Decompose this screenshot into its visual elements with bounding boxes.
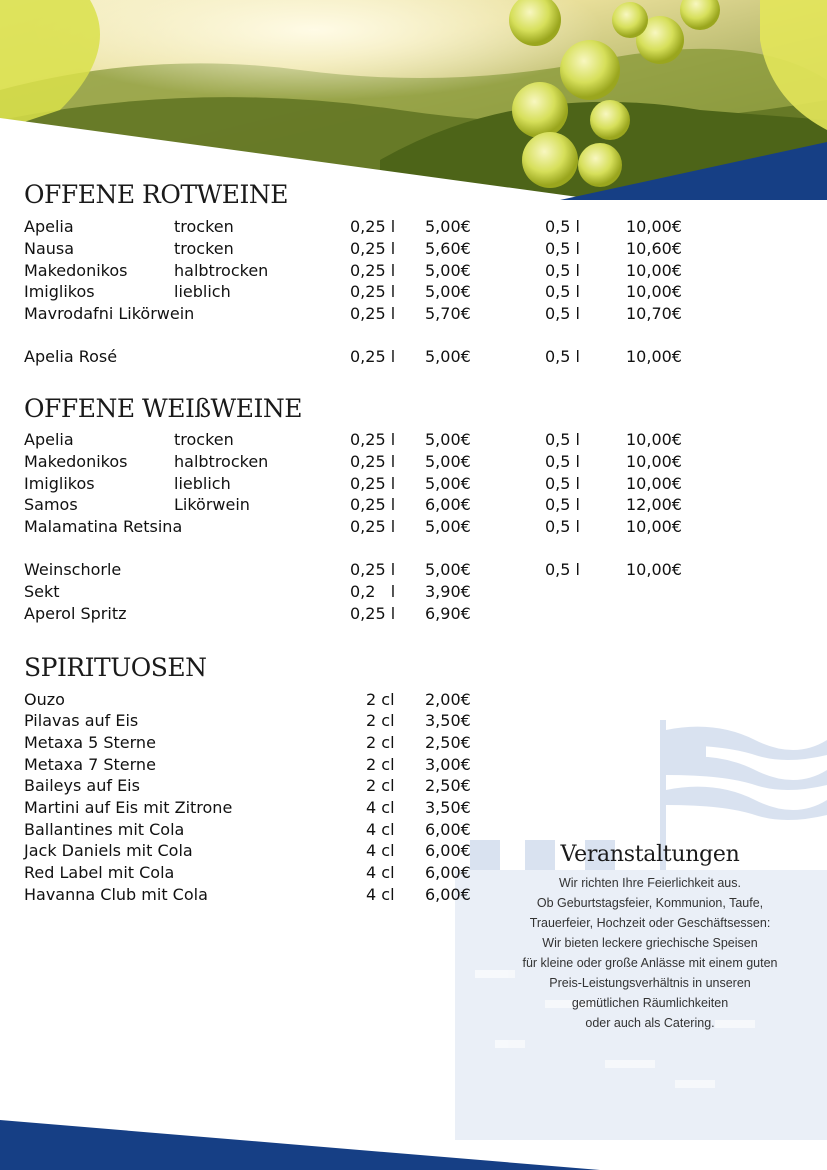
item-volume-large: 0,5 l xyxy=(545,304,580,323)
menu-row xyxy=(0,451,827,473)
item-volume-small: 0,25 l xyxy=(350,217,396,236)
vineyard-header-image xyxy=(0,0,827,200)
item-name: Makedonikos xyxy=(24,261,128,280)
item-name: Aperol Spritz xyxy=(24,604,127,623)
menu-row xyxy=(0,732,827,754)
menu-row xyxy=(0,516,827,538)
item-price-small: 5,00€ xyxy=(425,430,471,449)
item-name: Weinschorle xyxy=(24,560,122,579)
item-name: Ballantines mit Cola xyxy=(24,820,185,839)
item-description: trocken xyxy=(174,217,234,236)
item-volume-large: 0,5 l xyxy=(545,430,580,449)
item-price: 2,50€ xyxy=(425,733,471,752)
item-price-large: 10,00€ xyxy=(626,347,682,366)
item-name: Baileys auf Eis xyxy=(24,776,140,795)
menu-row xyxy=(0,473,827,495)
item-volume-small: 0,25 l xyxy=(350,261,396,280)
events-text-line: gemütlichen Räumlichkeiten xyxy=(571,996,729,1010)
item-price-small: 5,00€ xyxy=(425,347,471,366)
item-name: Makedonikos xyxy=(24,452,128,471)
item-name: Metaxa 5 Sterne xyxy=(24,733,156,752)
item-volume-small: 0,25 l xyxy=(350,560,396,579)
item-description: halbtrocken xyxy=(174,452,269,471)
item-price-small: 6,00€ xyxy=(425,495,471,514)
item-price-large: 10,00€ xyxy=(626,217,682,236)
item-volume-large: 0,5 l xyxy=(545,282,580,301)
events-text-line: für kleine oder große Anlässe mit einem guten xyxy=(522,956,778,970)
menu-row xyxy=(0,819,827,841)
item-price: 3,50€ xyxy=(425,798,471,817)
item-price: 6,00€ xyxy=(425,885,471,904)
item-volume-large: 0,5 l xyxy=(545,239,580,258)
menu-row xyxy=(0,303,827,325)
menu-row xyxy=(0,238,827,260)
item-price: 2,00€ xyxy=(425,690,471,709)
item-description: halbtrocken xyxy=(174,261,269,280)
item-name: Martini auf Eis mit Zitrone xyxy=(24,798,233,817)
item-name: Nausa xyxy=(24,239,75,258)
events-box xyxy=(470,842,827,1033)
section-title-red-wines: OFFENE ROTWEINE xyxy=(24,180,288,209)
menu-row xyxy=(0,797,827,819)
menu-row xyxy=(0,429,827,451)
events-text-line: Wir bieten leckere griechische Speisen xyxy=(542,936,758,950)
item-price-large: 10,00€ xyxy=(626,474,682,493)
item-price-large: 10,70€ xyxy=(626,304,682,323)
events-text-line: Preis-Leistungsverhältnis in unseren xyxy=(549,976,751,990)
item-price-large: 10,00€ xyxy=(626,430,682,449)
events-text-line: Wir richten Ihre Feierlichkeit aus. xyxy=(558,876,741,890)
item-name: Apelia xyxy=(24,430,74,449)
item-name: Imiglikos xyxy=(24,282,95,301)
item-volume-small: 0,25 l xyxy=(350,517,396,536)
menu-row xyxy=(0,581,827,603)
events-text-line: oder auch als Catering. xyxy=(585,1016,715,1030)
menu-row xyxy=(0,603,827,625)
menu-row xyxy=(0,346,827,368)
item-volume-large: 0,5 l xyxy=(545,452,580,471)
menu-row xyxy=(0,281,827,303)
item-volume-small: 0,2 l xyxy=(350,582,396,601)
item-price-small: 5,60€ xyxy=(425,239,471,258)
item-dose: 4 cl xyxy=(366,798,395,817)
events-title: Veranstaltungen xyxy=(560,842,740,867)
item-dose: 2 cl xyxy=(366,711,395,730)
item-volume-small: 0,25 l xyxy=(350,430,396,449)
item-price-small: 5,00€ xyxy=(425,217,471,236)
item-price-small: 5,00€ xyxy=(425,282,471,301)
item-volume-small: 0,25 l xyxy=(350,304,396,323)
item-name: Apelia Rosé xyxy=(24,347,118,366)
item-name: Havanna Club mit Cola xyxy=(24,885,208,904)
menu-row xyxy=(0,216,827,238)
item-dose: 4 cl xyxy=(366,885,395,904)
item-price: 3,50€ xyxy=(425,711,471,730)
menu-row xyxy=(0,710,827,732)
menu-row xyxy=(0,689,827,711)
item-volume-large: 0,5 l xyxy=(545,517,580,536)
item-dose: 4 cl xyxy=(366,841,395,860)
section-title-white-wines: OFFENE WEIßWEINE xyxy=(24,394,302,423)
item-name: Red Label mit Cola xyxy=(24,863,175,882)
item-name: Samos xyxy=(24,495,78,514)
item-price: 2,50€ xyxy=(425,776,471,795)
item-price-large: 10,00€ xyxy=(626,452,682,471)
item-dose: 2 cl xyxy=(366,776,395,795)
item-price-small: 3,90€ xyxy=(425,582,471,601)
item-description: trocken xyxy=(174,430,234,449)
item-volume-large: 0,5 l xyxy=(545,347,580,366)
item-name: Sekt xyxy=(24,582,60,601)
item-price-small: 5,00€ xyxy=(425,560,471,579)
item-volume-small: 0,25 l xyxy=(350,452,396,471)
item-dose: 2 cl xyxy=(366,733,395,752)
menu-row xyxy=(0,559,827,581)
bottom-blue-band xyxy=(0,1090,827,1170)
item-price: 6,00€ xyxy=(425,863,471,882)
item-name: Imiglikos xyxy=(24,474,95,493)
menu-row xyxy=(0,260,827,282)
item-volume-small: 0,25 l xyxy=(350,495,396,514)
item-price-large: 12,00€ xyxy=(626,495,682,514)
item-name: Jack Daniels mit Cola xyxy=(24,841,193,860)
item-price-small: 6,90€ xyxy=(425,604,471,623)
item-price: 6,00€ xyxy=(425,841,471,860)
events-text-line: Ob Geburtstagsfeier, Kommunion, Taufe, xyxy=(536,896,764,910)
item-volume-large: 0,5 l xyxy=(545,495,580,514)
item-volume-large: 0,5 l xyxy=(545,474,580,493)
item-price: 6,00€ xyxy=(425,820,471,839)
item-price-large: 10,00€ xyxy=(626,517,682,536)
item-volume-large: 0,5 l xyxy=(545,560,580,579)
item-name: Ouzo xyxy=(24,690,65,709)
item-description: Likörwein xyxy=(174,495,250,514)
section-title-spirits: SPIRITUOSEN xyxy=(24,653,207,682)
item-price-small: 5,00€ xyxy=(425,474,471,493)
item-description: trocken xyxy=(174,239,234,258)
item-price-large: 10,60€ xyxy=(626,239,682,258)
item-volume-small: 0,25 l xyxy=(350,282,396,301)
item-description: lieblich xyxy=(174,282,231,301)
item-price-large: 10,00€ xyxy=(626,282,682,301)
menu-row xyxy=(0,775,827,797)
item-volume-small: 0,25 l xyxy=(350,239,396,258)
item-volume-small: 0,25 l xyxy=(350,474,396,493)
item-name: Metaxa 7 Sterne xyxy=(24,755,156,774)
item-volume-large: 0,5 l xyxy=(545,261,580,280)
item-volume-large: 0,5 l xyxy=(545,217,580,236)
item-dose: 2 cl xyxy=(366,690,395,709)
item-price-small: 5,00€ xyxy=(425,261,471,280)
item-price-large: 10,00€ xyxy=(626,560,682,579)
item-price-small: 5,00€ xyxy=(425,517,471,536)
item-dose: 4 cl xyxy=(366,820,395,839)
item-dose: 2 cl xyxy=(366,755,395,774)
menu-row xyxy=(0,754,827,776)
events-text-line: Trauerfeier, Hochzeit oder Geschäftsessen: xyxy=(529,916,771,930)
menu-row xyxy=(0,494,827,516)
item-price-small: 5,70€ xyxy=(425,304,471,323)
item-price-large: 10,00€ xyxy=(626,261,682,280)
item-price-small: 5,00€ xyxy=(425,452,471,471)
item-dose: 4 cl xyxy=(366,863,395,882)
item-volume-small: 0,25 l xyxy=(350,347,396,366)
item-name: Apelia xyxy=(24,217,74,236)
item-price: 3,00€ xyxy=(425,755,471,774)
item-name: Malamatina Retsina xyxy=(24,517,183,536)
item-name: Pilavas auf Eis xyxy=(24,711,139,730)
item-description: lieblich xyxy=(174,474,231,493)
item-volume-small: 0,25 l xyxy=(350,604,396,623)
item-name: Mavrodafni Likörwein xyxy=(24,304,195,323)
